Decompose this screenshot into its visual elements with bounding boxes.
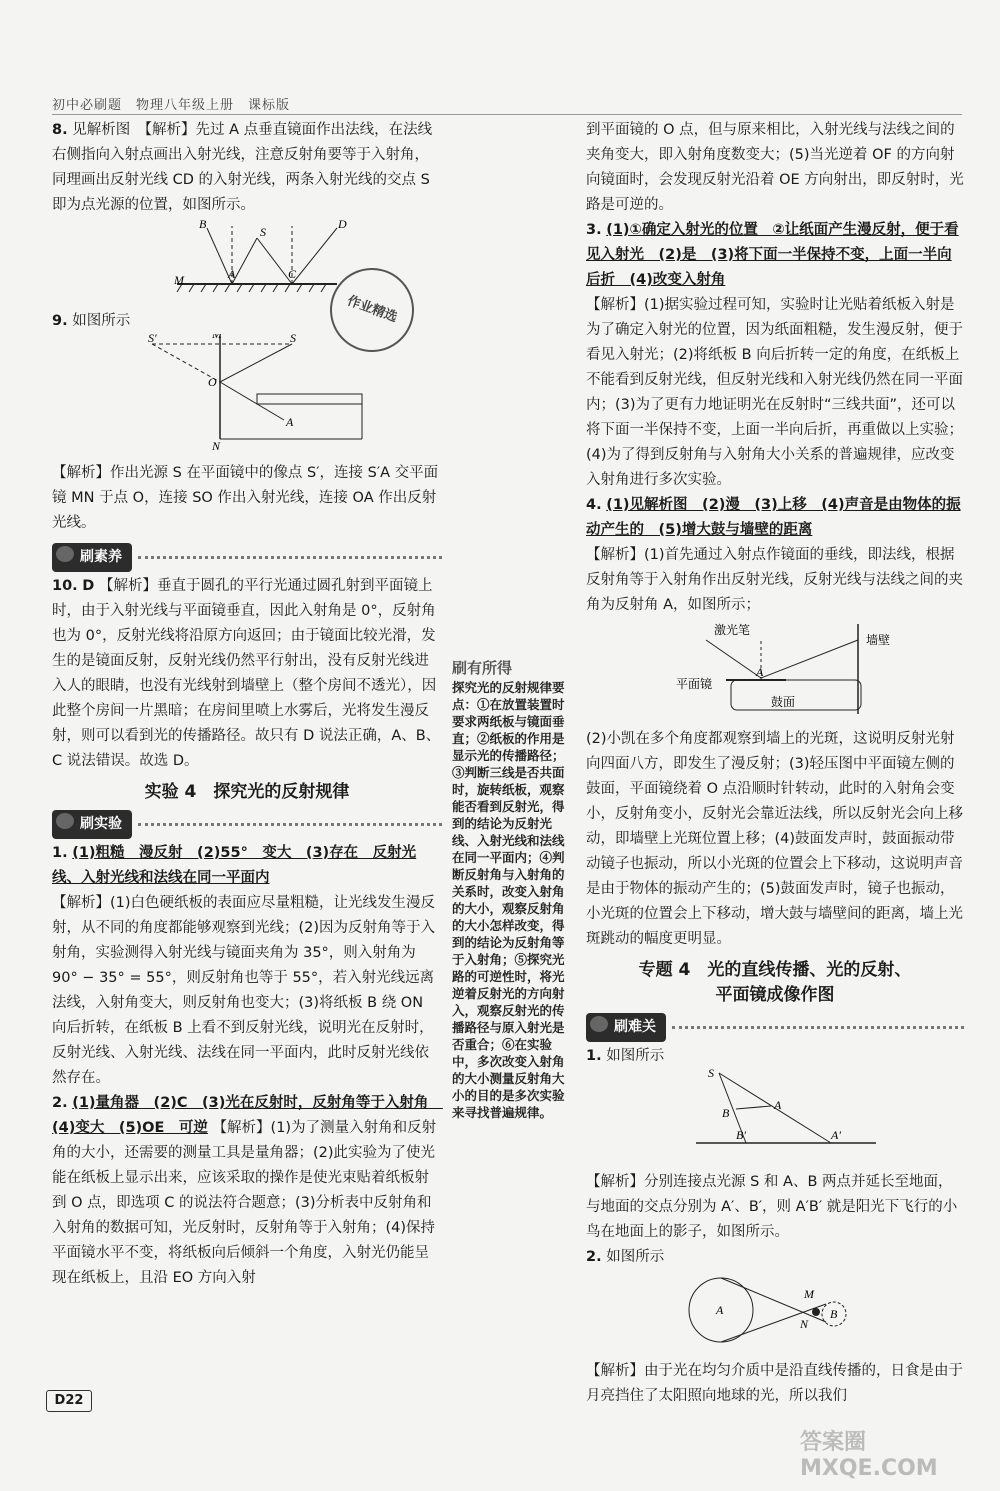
svg-text:N: N bbox=[212, 439, 221, 452]
topic-title-1: 专题 4 光的直线传播、光的反射、 bbox=[638, 960, 912, 980]
svg-text:S: S bbox=[708, 1069, 714, 1080]
header-divider bbox=[52, 114, 962, 115]
t2-analysis: 【解析】由于光在均匀介质中是沿直线传播的，日食是由于月亮挡住了太阳照向地球的光，所以我们 bbox=[586, 1363, 963, 1404]
q10: 10. D 【解析】垂直于圆孔的平行光通过圆孔射到平面镜上时，由于入射光线与平面镜垂直，因此入射角是 0°，反射角也为 0°，反射光线将沿原方向返回；由于镜面比较光滑，发生的是镜面反射，反射光线仍然平行射出，没有反射光线进入人的眼睛，也没有光线射到墙壁上（整个房间不透光），因此整个房间一片黑暗；在房间里喷上水雾后，光将发生漫反射，则可以看到光的传播路径。故只有 D 说法正确，A、B、C 说法错误。故选 D。 bbox=[52, 578, 441, 769]
side-note bbox=[452, 660, 566, 1121]
svg-text:A: A bbox=[716, 1303, 724, 1317]
svg-text:A: A bbox=[228, 267, 236, 281]
e1: 1. (1)粗糙 漫反射 (2)55° 变大 (3)存在 反射光线、入射光线和法线在同一平面内 bbox=[52, 845, 417, 886]
q9-analysis: 【解析】作出光源 S 在平面镜中的像点 S′，连接 S′A 交平面镜 MN 于点 O，连接 SO 作出入射光线，连接 OA 作出反射光线。 bbox=[52, 465, 439, 531]
svg-text:M: M bbox=[212, 334, 222, 341]
t2-figure bbox=[586, 1270, 964, 1350]
q9: 9. 如图所示 bbox=[52, 313, 131, 329]
svg-text:D: D bbox=[338, 218, 347, 231]
q8: 8. 见解析图 【解析】先过 A 点垂直镜面作出法线，在法线右侧指向入射点画出入射光线，注意反射角要等于入射角，同理画出反射光线 CD 的入射光线，两条入射光线的交点 S 即为点光源的位置，如图所示。 bbox=[52, 122, 433, 213]
svg-text:M: M bbox=[804, 1287, 814, 1301]
svg-text:A: A bbox=[286, 415, 294, 429]
svg-text:N: N bbox=[800, 1317, 809, 1331]
svg-text:A: A bbox=[774, 1098, 782, 1112]
fig-drum-label: 鼓面 bbox=[771, 695, 796, 709]
e2: 2. (1)量角器 (2)C (3)光在反射时，反射角等于入射角 (4)变大 (5)OE 可逆 【解析】(1)为了测量入射角和反射角的大小，还需要的测量工具是量角器；(2)此实验为了使光能在纸板上显示出来，应该采取的操作是使光束贴着纸板射到 O 点，即选项 C 的说法符合题意；(3)分析表中反射角和入射角的数据可知，光反射时，反射角等于入射角；(4)保持平面镜水平不变，将纸板向后倾斜一个角度，入射光仍能呈现在纸板上，且沿 EO 方向入射 bbox=[52, 1095, 443, 1286]
section-header-nanguan: 刷难关 bbox=[586, 1014, 964, 1040]
t1: 1. 如图所示 bbox=[586, 1048, 665, 1064]
svg-text:B′: B′ bbox=[736, 1128, 746, 1142]
e4-figure bbox=[586, 618, 964, 718]
svg-text:B: B bbox=[830, 1307, 838, 1321]
section-header-suyang: 刷素养 bbox=[52, 544, 442, 570]
page-header: 初中必刷题 物理八年级上册 课标版 bbox=[52, 98, 291, 113]
side-note-text: 探究光的反射规律要点：①在放置装置时要求两纸板与镜面垂直；②纸板的作用是显示光的传播路径；③判断三线是否共面时，旋转纸板，观察能否看到反射光，得到的结论为反射光线、入射光线和法线在同一平面内；④判断反射角与入射角的关系时，改变入射角的大小，观察反射角的大小怎样改变，得到的结论为反射角等于入射角；⑤探究光路的可逆性时，将光逆着反射光的方向射入，观察反射光的传播路径与原入射光是否重合；⑥在实验中，多次改变入射角的大小测量反射角大小的目的是多次实验来寻找普遍规律。 bbox=[452, 680, 565, 1120]
svg-text:S: S bbox=[290, 334, 296, 345]
fig-mirror-label: 平面镜 bbox=[676, 677, 713, 691]
svg-text:B: B bbox=[199, 218, 207, 231]
fig-wall-label: 墙壁 bbox=[866, 633, 891, 647]
pencil-icon bbox=[56, 813, 74, 829]
watermark: 答案圈 MXQE.COM bbox=[800, 1430, 938, 1481]
svg-text:B: B bbox=[722, 1106, 730, 1120]
svg-text:C: C bbox=[288, 267, 297, 281]
t1-figure bbox=[586, 1069, 964, 1161]
svg-text:M: M bbox=[174, 273, 184, 287]
homework-stamp: 作业精选 bbox=[318, 256, 426, 364]
e3: 3. (1)①确定入射光的位置 ②让纸面产生漫反射，便于看见入射光 (2)是 (3)将下面一半保持不变，上面一半向后折 (4)改变入射角 bbox=[586, 222, 959, 288]
page-number: D22 bbox=[46, 1390, 92, 1412]
fig-laser-label: 激光笔 bbox=[714, 623, 751, 637]
pencil-icon bbox=[56, 546, 74, 562]
t1-analysis: 【解析】分别连接点光源 S 和 A、B 两点并延长至地面，与地面的交点分别为 A′、B′，则 A′B′ 就是阳光下飞行的小鸟在地面上的影子，如图所示。 bbox=[586, 1174, 958, 1240]
e1-analysis: 【解析】(1)白色硬纸板的表面应尽量粗糙，让光线发生漫反射，从不同的角度都能够观察到光线；(2)因为反射角等于入射角，实验测得入射光线与镜面夹角为 35°，则入射角为 90° − 35° = 55°，则反射角也等于 55°，若入射光线远离法线，入射角变大，则反射角也变大；(3)将纸板 B 绕 ON 向后折转，在纸板 B 上看不到反射光线，说明光在反射时，反射光线、入射光线、法线在同一平面内，此时反射光线依然存在。 bbox=[52, 895, 436, 1086]
svg-text:O: O bbox=[208, 375, 217, 389]
svg-text:A: A bbox=[756, 665, 764, 679]
experiment-title: 实验 4 探究光的反射规律 bbox=[144, 782, 350, 802]
e4: 4. (1)见解析图 (2)漫 (3)上移 (4)声音是由物体的振动产生的 (5)增大鼓与墙壁的距离 bbox=[586, 497, 961, 538]
svg-text:S′: S′ bbox=[148, 334, 157, 345]
side-note-title: 刷有所得 bbox=[452, 659, 513, 677]
e3-analysis: 【解析】(1)据实验过程可知，实验时让光贴着纸板入射是为了确定入射光的位置，因为纸面粗糙，发生漫反射，便于看见入射光；(2)将纸板 B 向后折转一定的角度，在纸板上不能看到反射光线，但反射光线和入射光线仍然在同一平面内；(3)为了更有力地证明光在反射时“三线共面”，还可以将下面一半保持不变，上面一半向后折，再重做以上实验；(4)为了得到反射角与入射角大小关系的普遍规律，应改变入射角进行多次实验。 bbox=[586, 297, 963, 488]
right-column bbox=[586, 118, 964, 1409]
e4-analysis: 【解析】(1)首先通过入射点作镜面的垂线，即法线，根据反射角等于入射角作出反射光线，反射光线与法线之间的夹角为反射角 A，如图所示； bbox=[586, 547, 963, 613]
t2: 2. 如图所示 bbox=[586, 1249, 665, 1265]
section-header-shiyan: 刷实验 bbox=[52, 811, 442, 837]
pencil-icon bbox=[590, 1016, 608, 1032]
e4-analysis-2: (2)小凯在多个角度都观察到墙上的光斑，这说明反射光射向四面八方，即发生了漫反射；(3)轻压图中平面镜左侧的鼓面，平面镜绕着 O 点沿顺时针转动，此时的入射角会变小，反射角变小，反射光会靠近法线，所以反射光会向上移动，即墙壁上光斑位置上移；(4)鼓面发声时，鼓面振动带动镜子也振动，所以小光斑的位置会上下移动，这说明声音是由于物体的振动产生的；(5)鼓面发声时，镜子也振动，小光斑的位置会上下移动，增大鼓与墙壁间的距离，墙上光斑跳动的幅度更明显。 bbox=[586, 731, 963, 947]
svg-text:S: S bbox=[260, 225, 266, 239]
topic-title-2: 平面镜成像作图 bbox=[715, 985, 835, 1005]
cont-text: 到平面镜的 O 点，但与原来相比，入射光线与法线之间的夹角变大，即入射角度数变大；(5)当光逆着 OF 的方向射向镜面时，会发现反射光沿着 OE 方向射出，即反射时，光路是可逆的。 bbox=[586, 122, 964, 213]
svg-text:A′: A′ bbox=[831, 1128, 841, 1142]
q9-figure bbox=[52, 334, 442, 452]
